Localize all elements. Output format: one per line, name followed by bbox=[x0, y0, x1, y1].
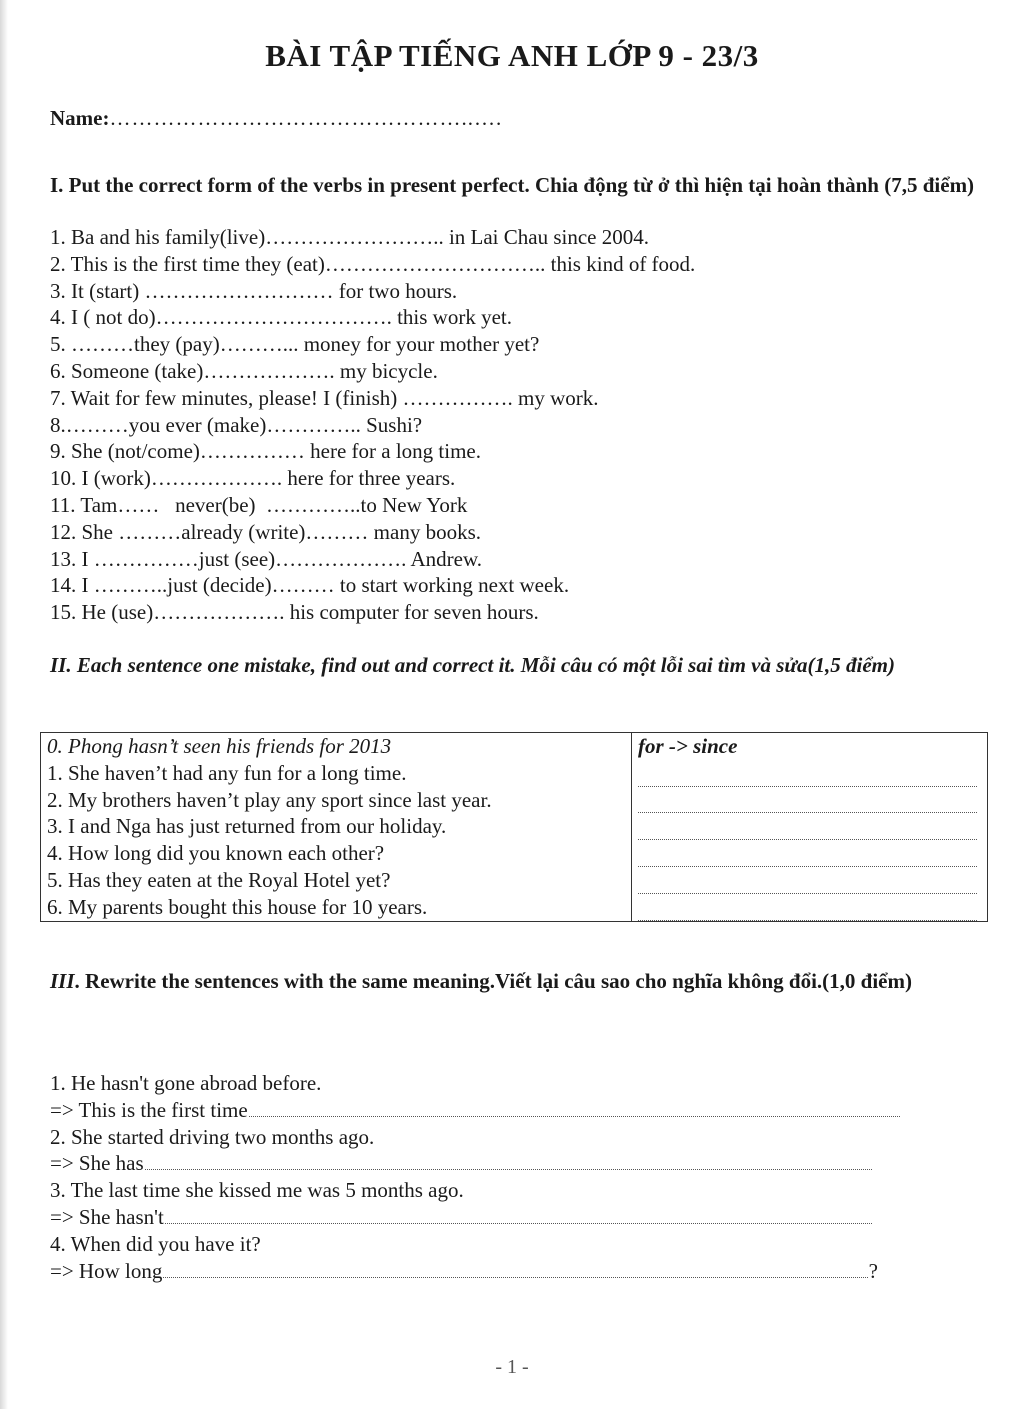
section-1-heading: I. Put the correct form of the verbs in present perfect. Chia động từ ở thì hiện tại hoàn thành (7,5 điểm) bbox=[50, 173, 975, 197]
question-1: 1. Ba and his family(live)…………………….. in Lai Chau since 2004. bbox=[50, 225, 649, 249]
name-label: Name: bbox=[50, 106, 110, 130]
section-3-heading bbox=[50, 968, 985, 995]
name-field bbox=[50, 106, 502, 131]
answer-blank-2[interactable] bbox=[632, 787, 988, 814]
question-10: 10. I (work)………………. here for three years. bbox=[50, 466, 456, 491]
question-7: 7. Wait for few minutes, please! I (finish) ……………. my work. bbox=[50, 385, 599, 410]
rewrite-line-4[interactable] bbox=[50, 1258, 878, 1285]
example-sentence: 0. Phong hasn’t seen his friends for 2013 bbox=[41, 733, 632, 760]
question-14: 14. I ………..just (decide)……… to start working next week. bbox=[50, 573, 570, 598]
rewrite-start-2: => She has bbox=[50, 1151, 144, 1176]
mistake-sentence-6: 6. My parents bought this house for 10 years. bbox=[41, 894, 632, 921]
answer-blank-4[interactable] bbox=[632, 840, 988, 867]
table-row bbox=[41, 840, 988, 867]
section-2-heading: II. Each sentence one mistake, find out and correct it. Mỗi câu có một lỗi sai tìm và sửa(1,5 điểm) bbox=[50, 653, 895, 677]
question-3: 3. It (start) ……………………… for two hours. bbox=[50, 278, 458, 303]
question-8: 8.………you ever (make)………….. Sushi? bbox=[50, 412, 423, 437]
question-9: 9. She (not/come)…………… here for a long time. bbox=[50, 439, 481, 464]
rewrite-prompt-3: 3. The last time she kissed me was 5 months ago. bbox=[50, 1178, 464, 1203]
section-3-numeral: III bbox=[50, 969, 75, 993]
rewrite-end-4: ? bbox=[868, 1258, 878, 1283]
page-title: BÀI TẬP TIẾNG ANH LỚP 9 - 23/3 bbox=[265, 38, 759, 73]
name-dots: …………………………………………..…. bbox=[109, 106, 503, 130]
rewrite-start-4: => How long bbox=[50, 1258, 163, 1283]
rewrite-start-1: => This is the first time bbox=[50, 1097, 248, 1122]
table-row-example bbox=[41, 733, 988, 760]
question-11: 11. Tam…… never(be) …………..to New York bbox=[50, 492, 468, 517]
question-4: 4. I ( not do)……………………………. this work yet. bbox=[50, 305, 512, 330]
rewrite-prompt-2: 2. She started driving two months ago. bbox=[50, 1124, 375, 1149]
mistake-sentence-3: 3. I and Nga has just returned from our holiday. bbox=[41, 813, 632, 840]
rewrite-start-3: => She hasn't bbox=[50, 1204, 164, 1229]
table-row bbox=[41, 760, 988, 787]
mistake-sentence-5: 5. Has they eaten at the Royal Hotel yet? bbox=[41, 867, 632, 894]
question-15: 15. He (use)………………. his computer for seven hours. bbox=[50, 600, 539, 625]
mistake-sentence-4: 4. How long did you known each other? bbox=[41, 840, 632, 867]
table-row bbox=[41, 894, 988, 921]
rewrite-line-1[interactable] bbox=[50, 1097, 900, 1124]
correction-table bbox=[40, 732, 988, 922]
page-number: - 1 - bbox=[495, 1356, 529, 1378]
answer-blank-3[interactable] bbox=[632, 813, 988, 840]
section-3-items bbox=[50, 1070, 900, 1284]
example-correction: for -> since bbox=[632, 733, 988, 760]
rewrite-prompt-4: 4. When did you have it? bbox=[50, 1231, 261, 1256]
question-2: 2. This is the first time they (eat)………………………….. this kind of food. bbox=[50, 251, 696, 276]
section-1-questions bbox=[50, 224, 990, 626]
table-row bbox=[41, 867, 988, 894]
rewrite-line-2[interactable] bbox=[50, 1150, 872, 1177]
table-row bbox=[41, 787, 988, 814]
mistake-sentence-1: 1. She haven’t had any fun for a long time. bbox=[41, 760, 632, 787]
table-row bbox=[41, 813, 988, 840]
page-edge-shadow bbox=[0, 0, 8, 1409]
section-3-heading-text: . Rewrite the sentences with the same meaning.Viết lại câu sao cho nghĩa không đổi.(1,0 điểm) bbox=[74, 969, 912, 993]
answer-blank-6[interactable] bbox=[632, 894, 988, 921]
mistake-sentence-2: 2. My brothers haven’t play any sport since last year. bbox=[41, 787, 632, 814]
question-13: 13. I ……………just (see)………………. Andrew. bbox=[50, 546, 483, 571]
question-5: 5. ………they (pay)………... money for your mother yet? bbox=[50, 332, 540, 357]
question-12: 12. She ………already (write)……… many books. bbox=[50, 519, 482, 544]
answer-blank-1[interactable] bbox=[632, 760, 988, 787]
question-6: 6. Someone (take)………………. my bicycle. bbox=[50, 358, 438, 383]
rewrite-prompt-1: 1. He hasn't gone abroad before. bbox=[50, 1071, 322, 1095]
rewrite-line-3[interactable] bbox=[50, 1204, 872, 1231]
answer-blank-5[interactable] bbox=[632, 867, 988, 894]
